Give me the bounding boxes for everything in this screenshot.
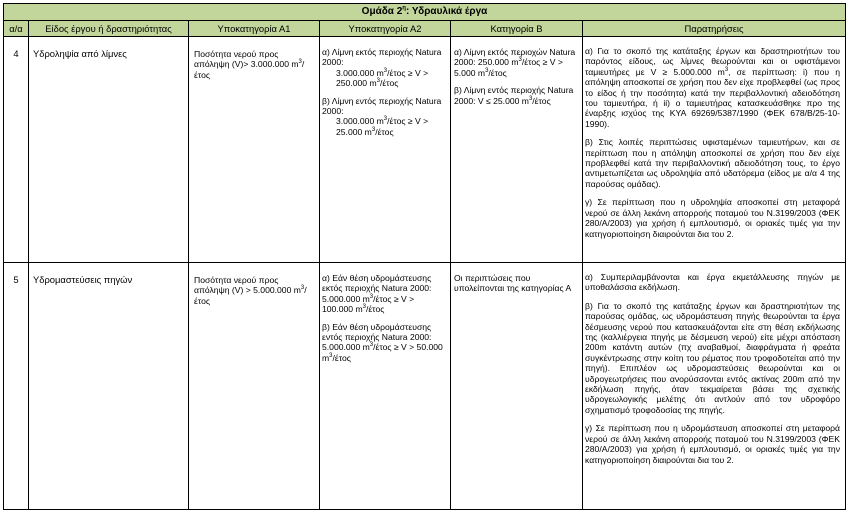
a1-text: Ποσότητα νερού προς απόληψη (V) > 5.000.000 $m^3$/έτος [194, 275, 307, 306]
header-activity-type: Είδος έργου ή δραστηριότητας [29, 21, 189, 37]
row-number: 4 [4, 37, 29, 263]
activity-name: Υδροληψία από λίμνες [29, 37, 189, 263]
table-row [4, 37, 846, 263]
remark-paragraph: α) Συμπεριλαμβάνονται και έργα εκμετάλλευσης πηγών με υποθαλάσσια εκδήλωση. [585, 272, 840, 293]
b-text: β) Λίμνη εντός περιοχής Natura 2000: V ≤ 25.000 $m^3$/έτος [454, 85, 574, 106]
a2-text: α) Εάν θέση υδρομάστευσης εκτός περιοχής Natura 2000: 5.000.000 $m^3$/έτος ≥ V > 100.000 $m^3$/έτος [322, 273, 432, 315]
subcategory-a1-value [189, 37, 320, 263]
header-subcategory-a2: Υποκατηγορία Α2 [320, 21, 451, 37]
header-aa: α/α [4, 21, 29, 37]
hydraulic-works-table [3, 3, 846, 510]
remark-paragraph: γ) Σε περίπτωση που η υδρομάστευση αποσκοπεί στη μεταφορά νερού σε άλλη λεκάνη απορροής ποταμού του Ν.3199/2003 (ΦΕΚ 280/Α/2003) για χρήση ή εμπλουτισμό, οι οριακές τιμές για την κατηγοριοποίηση διαιρούνται δια του 2. [585, 423, 840, 465]
a2-text: 3.000.000 $m^3$/έτος ≥ V > 250.000 $m^3$/έτος [336, 67, 429, 89]
remark-paragraph: β) Για το σκοπό της κατάταξης έργων και δραστηριοτήτων της παρούσας ομάδας, ως υδρομάστευση πηγής θεωρούνται τα έργα δέσμευσης νερού που κατασκευάζονται είτε στη θέση εκδήλωσης της (καλλιέργεια πηγής με δέσμευση νερού) είτε μέχρι απόσταση 200m κατάντη αυτών (πχ αναβαθμοί, διαφράγματα ή φρεάτα συγκέντρωσης στην κοίτη του ρέματος που τροφοδοτείται από την πηγή). Επιπλέον ως υδρομαστεύσεις θεωρούνται και οι υδρογεωτρήσεις που ανορύσσονται εντός ακτίνας 200m από την εκδήλωση πηγής, όταν τεκμαίρεται βάσει της σχετικής υδρογεωλογικής μελέτης ότι αντλούν από τον υδροφόρο σχηματισμό τροφοδοσίας της πηγής. [585, 300, 840, 415]
a2-text: β) Λίμνη εντός περιοχής Natura 2000: [322, 95, 442, 117]
remark-paragraph: β) Στις λοιπές περιπτώσεις υφισταμένων ταμιευτήρων, και σε περίπτωση που η απόληψη αποσκοπεί σε χρήση που δεν είχε προβλεφθεί κατά την περιβαλλοντική αδειοδότηση τους, το έργο αντιμετωπίζεται ως υδροληψία από υδατόρεμα (είδος με α/α 4 της παρούσας ομάδας). [585, 137, 840, 189]
activity-name: Υδρομαστεύσεις πηγών [29, 263, 189, 510]
category-b-value [451, 37, 583, 263]
category-b-value [451, 263, 583, 510]
a1-text: Ποσότητα νερού προς απόληψη (V)> 3.000.000 $m^3$/έτος [194, 49, 305, 80]
remarks-value [583, 263, 846, 510]
remark-paragraph: α) Για το σκοπό της κατάταξης έργων και δραστηριοτήτων του παρόντος είδους, ως λίμνες θεωρούνται και οι υφιστάμενοι ταμιευτήρες με V ≥ 5.000.000 $m^3$, σε περίπτωση: i) που η απόληψη αποσκοπεί σε χρήση που δεν είχε προβλεφθεί (ως προς το είδος ή την ποσότητα) κατά την περιβαλλοντική αδειοδότηση του ταμιευτήρα, ή ii) ο ταμιευτήρας κατασκευάσθηκε προ της έναρξης ισχύος της ΚΥΑ 69269/5387/1990 (ΦΕΚ 678/Β/25-10-1990). [585, 46, 840, 129]
b-text: Οι περιπτώσεις που υπολείπονται της κατηγορίας Α [454, 273, 572, 294]
a2-text: β) Εάν θέση υδρομάστευσης εντός περιοχής Natura 2000: 5.000.000 $m^3$/έτος ≥ V > 50.000 $m^3$/έτος [322, 321, 443, 363]
table-row [4, 263, 846, 510]
header-remarks: Παρατηρήσεις [583, 21, 846, 37]
header-category-b: Κατηγορία Β [451, 21, 583, 37]
subcategory-a2-value [320, 37, 451, 263]
b-text: α) Λίμνη εκτός περιοχών Natura 2000: 250.000 $m^3$/έτος ≥ V > 5.000 $m^3$/έτος [454, 47, 576, 78]
subcategory-a1-value [189, 263, 320, 510]
a2-text: α) Λίμνη εκτός περιοχής Natura 2000: [322, 47, 442, 68]
row-number: 5 [4, 263, 29, 510]
subcategory-a2-value [320, 263, 451, 510]
a2-text: 3.000.000 $m^3$/έτος ≥ V > 25.000 $m^3$/έτος [336, 116, 429, 137]
header-subcategory-a1: Υποκατηγορία Α1 [189, 21, 320, 37]
remarks-value [583, 37, 846, 263]
remark-paragraph: γ) Σε περίπτωση που η υδροληψία αποσκοπεί στη μεταφορά νερού σε άλλη λεκάνη απορροής ποταμού του Ν.3199/2003 (ΦΕΚ 280/Α/2003) για χρήση ή εμπλουτισμό, οι οριακές τιμές για την κατηγοριοποίηση διαιρούνται δια του 2. [585, 197, 840, 239]
group-title: Ομάδα $2^\eta$: Υδραυλικά έργα [4, 4, 846, 21]
